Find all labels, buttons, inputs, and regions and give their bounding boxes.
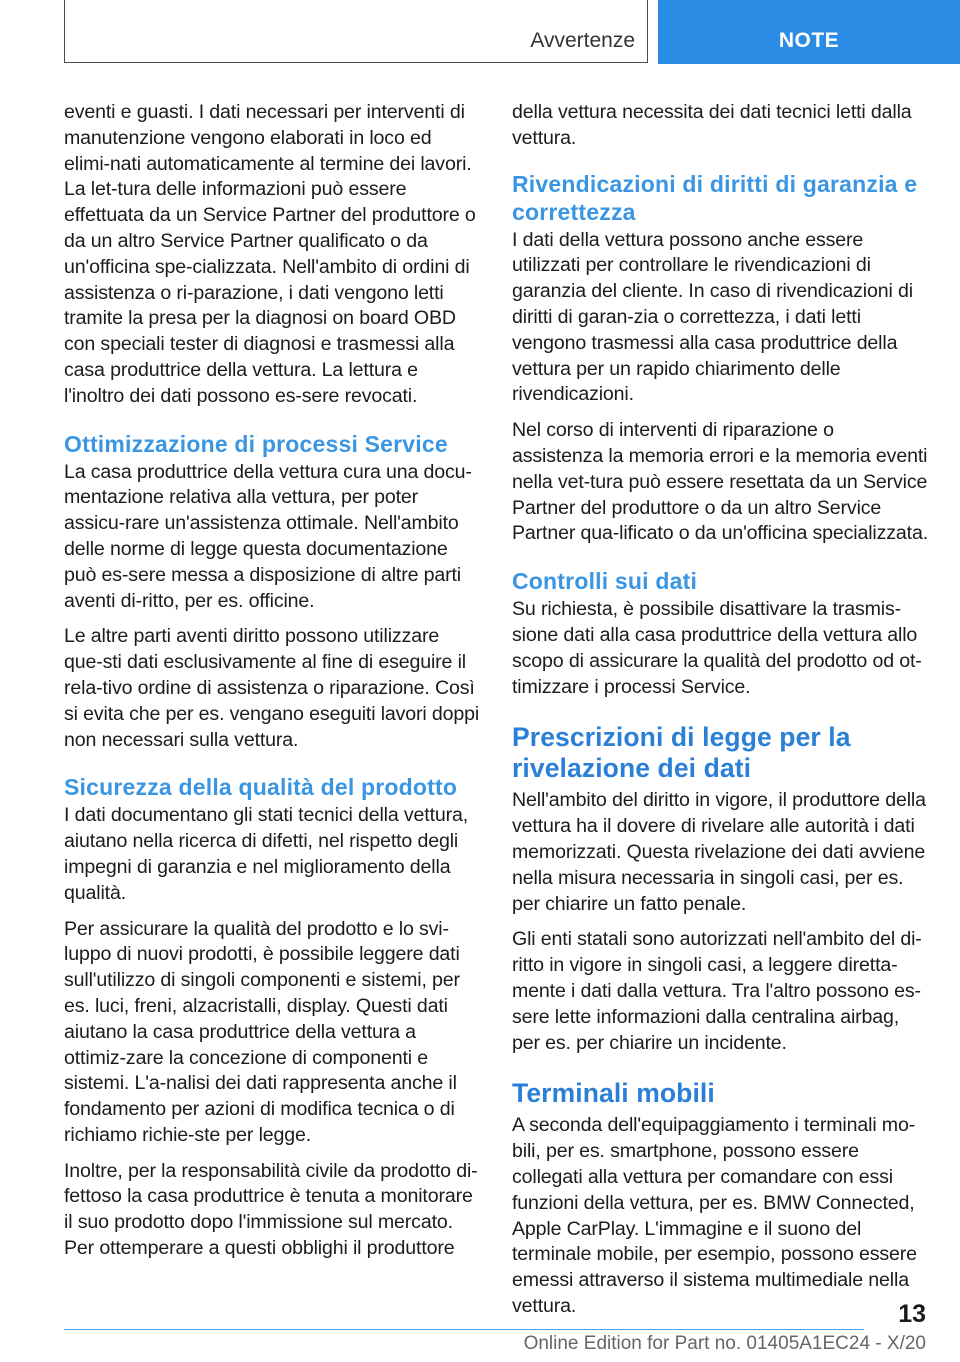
paragraph: La casa produttrice della vettura cura una docu‐mentazione relativa alla vettura, per poter assicu‐rare un'assistenza ottimale. Nell'ambito delle norme di legge questa documentazione può es‐sere messa a disposizione di altre parti aventi di‐ritto, per es. officine.: [64, 460, 472, 612]
paragraph: Nel corso di interventi di riparazione o assistenza la memoria errori e la memoria eventi nella vet‐tura può essere resettata da un Service Partner del produttore o da un altro Service Partner qua‐lificato o da un'officina specializzata.: [512, 419, 929, 545]
heading-legal-disclosure: Prescrizioni di legge per la rivelazione dei dati: [512, 722, 851, 784]
page-number: 13: [898, 1300, 926, 1328]
right-column: [512, 100, 930, 1330]
header-section-title: Avvertenze: [530, 29, 635, 52]
heading-product-quality: Sicurezza della qualità del prodotto: [64, 774, 458, 801]
paragraph: I dati della vettura possono anche essere utilizzati per controllare le rivendicazioni di garanzia del cliente. In caso di rivendicazioni di diritti di garan‐zia o correttezza, i dati letti vengono trasmessi alla casa produttrice della vettura per un rapido chiarimento delle rivendicazioni.: [512, 228, 913, 406]
heading-warranty-claims: Rivendicazioni di diritti di garanzia e correttezza: [512, 170, 918, 225]
header-section-box: [64, 0, 648, 63]
paragraph: A seconda dell'equipaggiamento i terminali mo‐bili, per es. smartphone, possono essere collegati alla vettura per comandare con essi funzioni della vettura, per es. BMW Connected, Apple CarPlay. L'immagine e il suono del terminale mobile, per esempio, possono essere emessi attraverso il sistema multimediale nella vettura.: [512, 1114, 917, 1317]
paragraph: della vettura necessita dei dati tecnici letti dalla vettura.: [512, 101, 912, 149]
header-tab-label: NOTE: [778, 29, 840, 52]
paragraph: Nell'ambito del diritto in vigore, il produttore della vettura ha il dovere di rivelare alle autorità i dati memorizzati. Questa rivelazione dei dati avviene nella misura necessaria in singoli casi, per es. per chiarire un fatto penale.: [512, 789, 926, 915]
footer-divider: [64, 1329, 864, 1330]
paragraph: Su richiesta, è possibile disattivare la trasmis‐sione dati alla casa produttrice della vettura allo scopo di assicurare la qualità del prodotto od ot‐timizzare i processi Service.: [512, 598, 922, 698]
paragraph: I dati documentano gli stati tecnici della vettura, aiutano nella ricerca di difetti, nel rispetto degli impegni di garanzia e nel miglioramento della qualità.: [64, 804, 469, 904]
footer-edition: Online Edition for Part no. 01405A1EC24 - X/20: [523, 1333, 926, 1354]
left-column: [64, 100, 480, 1272]
paragraph: Per assicurare la qualità del prodotto e lo svi‐luppo di nuovi prodotti, è possibile leggere dati sull'utilizzo di singoli componenti e sistemi, per es. luci, freni, alzacristalli, display. Questi dati aiutano la casa produttrice della vettura a ottimiz‐zare la concezione di componenti e sistemi. L'a‐nalisi dei dati rappresenta anche il fondamento per azioni di modifica tecnica o di richiamo richie‐ste per legge.: [64, 917, 460, 1146]
header-tab-note: [658, 0, 960, 64]
heading-service-optimization: Ottimizzazione di processi Service: [64, 430, 448, 457]
heading-data-controls: Controlli sui dati: [512, 568, 698, 595]
paragraph: Le altre parti aventi diritto possono utilizzare que‐sti dati esclusivamente al fine di eseguire il rela‐tivo ordine di assistenza o riparazione. Così si evita che per es. vengano eseguiti lavori doppi non necessari sulla vettura.: [64, 625, 480, 751]
paragraph: Inoltre, per la responsabilità civile da prodotto di‐fettoso la casa produttrice è tenuta a monitorare il suo prodotto dopo l'immissione sul mercato. Per ottemperare a questi obblighi il produttore: [64, 1159, 478, 1260]
heading-mobile-devices: Terminali mobili: [512, 1078, 715, 1109]
paragraph: eventi e guasti. I dati necessari per interventi di manutenzione vengono elaborati in loco ed elimi‐nati automaticamente al termine dei lavori. La let‐tura delle informazioni può essere effettuata da un Service Partner del produttore o da un altro Service Partner qualificato o da un'officina spe‐cializzata. Nell'ambito di ordini di assistenza o ri‐parazione, i dati vengono letti tramite la presa per la diagnosi on board OBD con speciali tester di diagnosi e trasmessi alla casa produttrice della vettura. La lettura e l'inoltro dei dati possono es‐sere revocati.: [64, 101, 476, 407]
paragraph: Gli enti statali sono autorizzati nell'ambito del di‐ritto in vigore in singoli casi, a leggere diretta‐mente i dati dalla vettura. Tra l'altro possono es‐sere lette informazioni dalla centralina airbag, per es. per chiarire un incidente.: [512, 928, 922, 1054]
